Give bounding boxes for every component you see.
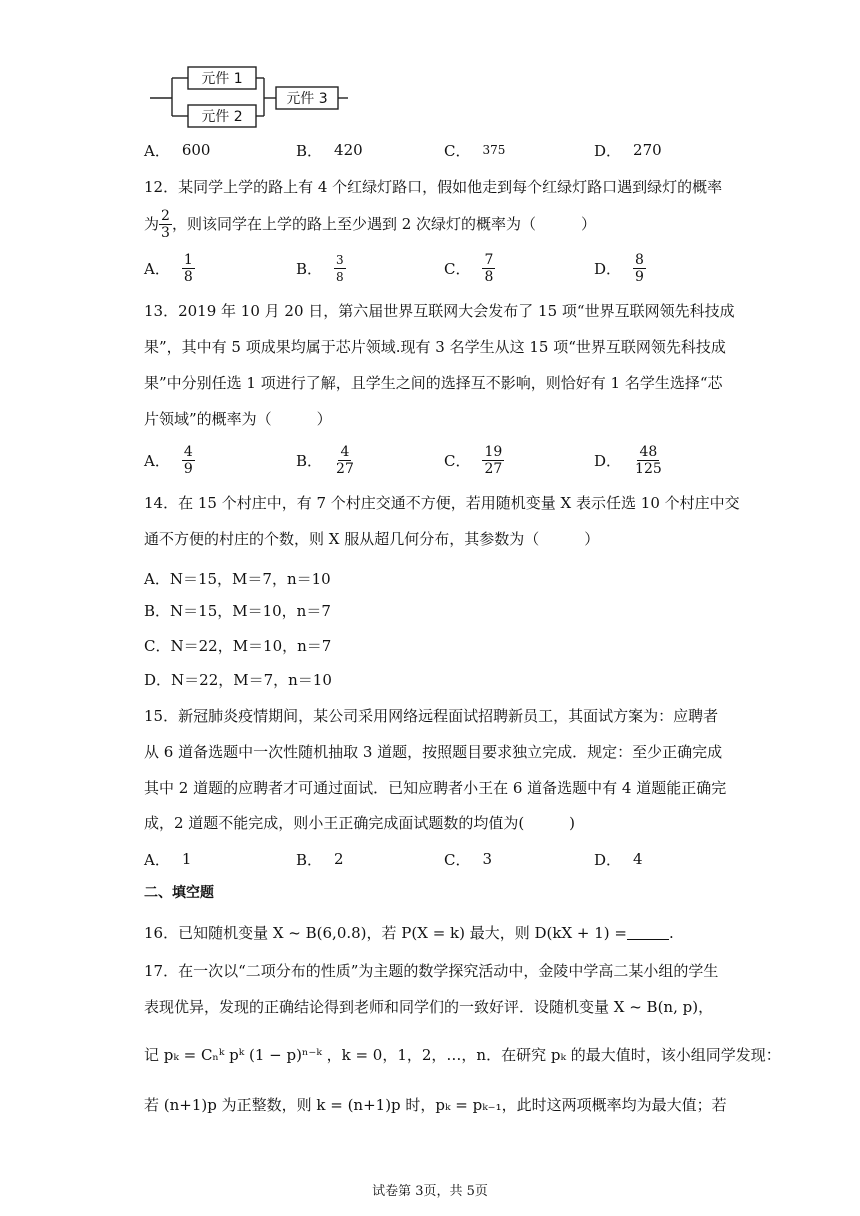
q11-option-d: D． 270 (594, 141, 662, 160)
q14-option-d: D．N＝22，M＝7，n＝10 (144, 671, 332, 689)
q13-line-2: 果”，其中有 5 项成果均属于芯片领域.现有 3 名学生从这 15 项“世界互联网领先科技成 (144, 338, 726, 356)
q17-line-2: 表现优异，发现的正确结论得到老师和同学们的一致好评．设随机变量 X ~ B(n, p)， (144, 998, 714, 1016)
q17-line-1: 17．在一次以“二项分布的性质”为主题的数学探究活动中，金陵中学高二某小组的学生 (144, 962, 719, 980)
q13-option-d: D． $\frac{48}{125}$ (594, 443, 662, 477)
q15-options (144, 839, 764, 879)
q14-option-b: B．N＝15，M＝10，n＝7 (144, 602, 331, 620)
q15-line-3: 其中 2 道题的应聘者才可通过面试．已知应聘者小王在 6 道备选题中有 4 道题能正确完 (144, 779, 727, 797)
q12-options (144, 248, 764, 288)
component-1-label: 元件 1 (201, 71, 243, 87)
q11-option-b: B． 420 (296, 141, 363, 160)
q13-line-1: 13．2019 年 10 月 20 日，第六届世界互联网大会发布了 15 项“世界互联网领先科技成 (144, 302, 735, 320)
component-3-label: 元件 3 (286, 91, 328, 107)
q14-line-1: 14．在 15 个村庄中，有 7 个村庄交通不方便，若用随机变量 X 表示任选 10 个村庄中交 (144, 494, 740, 512)
q15-line-1: 15．新冠肺炎疫情期间，某公司采用网络远程面试招聘新员工，其面试方案为：应聘者 (144, 707, 719, 725)
component-2-label: 元件 2 (201, 109, 243, 125)
q14-line-2: 通不方便的村庄的个数，则 X 服从超几何分布，其参数为（ ） (144, 530, 600, 548)
section-title: 二、填空题 (144, 885, 214, 901)
q13-option-c: C． $\frac{19}{27}$ (444, 443, 503, 477)
circuit-diagram (150, 58, 350, 132)
q13-line-4: 片领域”的概率为（ ） (144, 410, 332, 428)
q13-option-a: A． $\frac{4}{9}$ (144, 443, 193, 477)
q12-option-c: C． $\frac{7}{8}$ (444, 251, 494, 285)
q13-line-3: 果”中分别任选 1 项进行了解，且学生之间的选择互不影响，则恰好有 1 名学生选择“芯 (144, 374, 723, 392)
q15-line-2: 从 6 道备选题中一次性随机抽取 3 道题，按照题目要求独立完成．规定：至少正确完成 (144, 743, 723, 761)
q16-line: 16．已知随机变量 X ~ B(6,0.8)，若 P(X = k) 最大，则 D(kX + 1) = . (144, 924, 674, 942)
q12-fraction: $\frac{2}{3}$ (161, 207, 170, 241)
q14-option-c: C．N＝22，M＝10，n＝7 (144, 637, 332, 655)
q14-option-a: A．N＝15，M＝7，n＝10 (144, 570, 331, 588)
q15-option-b: B． 2 (296, 850, 344, 869)
q12-option-d: D． $\frac{8}{9}$ (594, 251, 644, 285)
q12-line-2: 为 $\frac{2}{3}$ ，则该同学在上学的路上至少遇到 2 次绿灯的概率为（ ） (144, 207, 597, 241)
q15-option-d: D． 4 (594, 850, 643, 869)
q12-option-a: A． $\frac{1}{8}$ (144, 251, 193, 285)
page-footer: 试卷第 3页，共 5页 (372, 1184, 488, 1199)
q12-option-b: B． $\frac{3}{8}$ (296, 252, 344, 284)
q11-options (144, 130, 764, 170)
q16-answer-blank[interactable] (627, 925, 669, 940)
q11-option-a: A． 600 (144, 141, 211, 160)
q11-option-c: C． 375 (444, 141, 506, 160)
q15-line-4: 成，2 道题不能完成，则小王正确完成面试题数的均值为( ) (144, 814, 576, 832)
q15-option-a: A． 1 (144, 850, 192, 869)
q17-line-4: 若 (n+1)p 为正整数，则 k = (n+1)p 时，pₖ = pₖ₋₁，此时这两项概率均为最大值；若 (144, 1096, 727, 1114)
q17-line-3: 记 pₖ = Cₙᵏ pᵏ (1 − p)ⁿ⁻ᵏ ，k = 0，1，2，…，n．在研究 pₖ 的最大值时，该小组同学发现： (144, 1046, 781, 1064)
q12-line-1: 12．某同学上学的路上有 4 个红绿灯路口，假如他走到每个红绿灯路口遇到绿灯的概率 (144, 178, 723, 196)
q13-options (144, 440, 764, 480)
q13-option-b: B． $\frac{4}{27}$ (296, 443, 354, 477)
q15-option-c: C． 3 (444, 850, 493, 869)
